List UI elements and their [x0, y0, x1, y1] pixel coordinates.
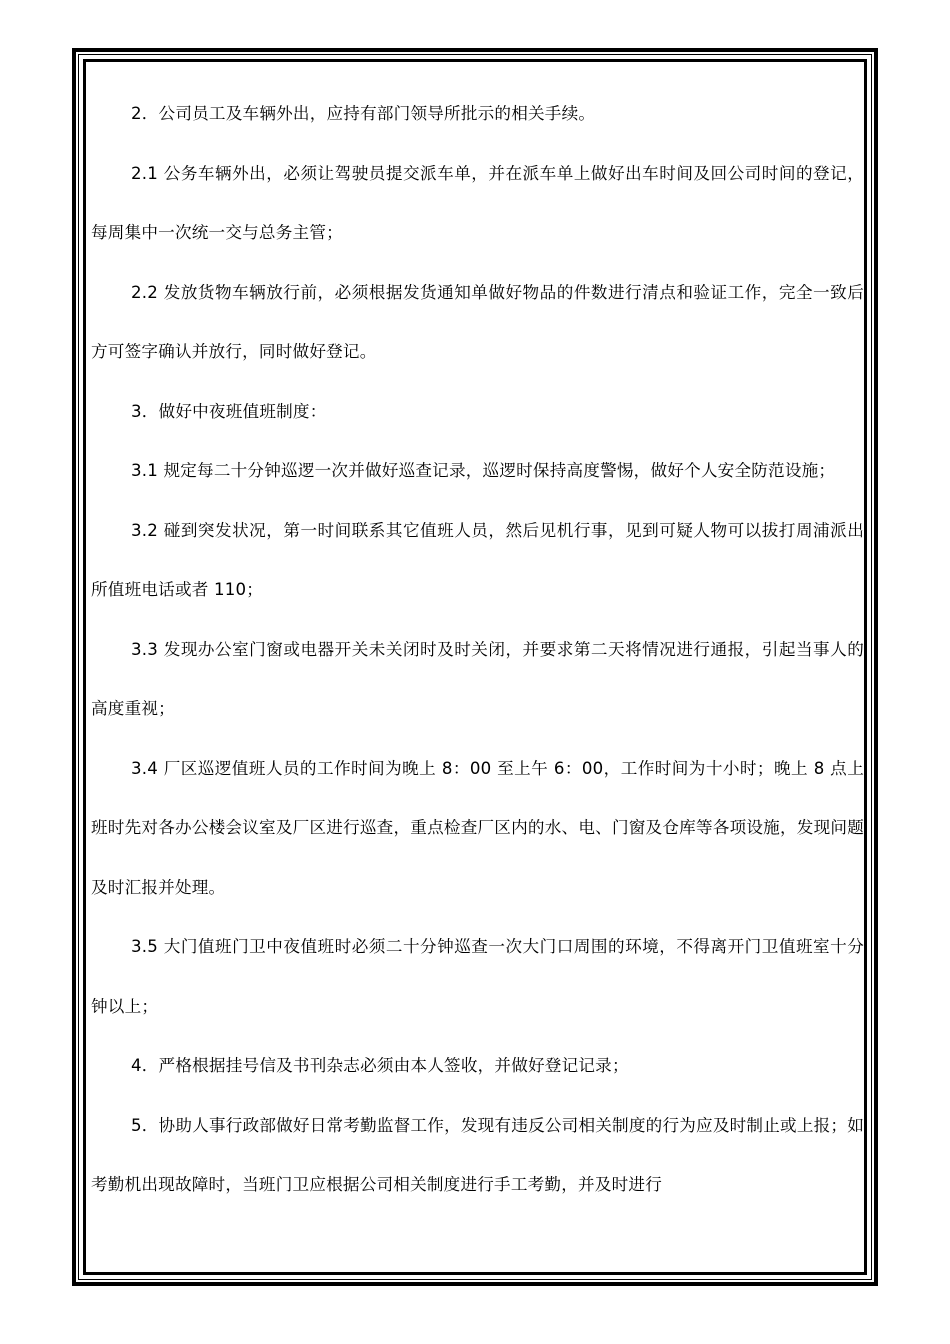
paragraph-3-2: 3.2 碰到突发状况，第一时间联系其它值班人员，然后见机行事，见到可疑人物可以拔打周浦派出所值班电话或者 110； — [91, 520, 864, 599]
paragraph-3-4: 3.4 厂区巡逻值班人员的工作时间为晚上 8：00 至上午 6：00，工作时间为十小时；晚上 8 点上班时先对各办公楼会议室及厂区进行巡查，重点检查厂区内的水、电、门窗及仓库等各项设施，发现问题及时汇报并处理。 — [91, 758, 864, 897]
paragraph-5: 5．协助人事行政部做好日常考勤监督工作，发现有违反公司相关制度的行为应及时制止或上报；如考勤机出现故障时，当班门卫应根据公司相关制度进行手工考勤，并及时进行 — [91, 1115, 864, 1194]
page-border-inner — [83, 59, 867, 1275]
paragraph-3-1: 3.1 规定每二十分钟巡逻一次并做好巡查记录，巡逻时保持高度警惕，做好个人安全防范设施； — [131, 461, 836, 480]
paragraph-2: 2．公司员工及车辆外出，应持有部门领导所批示的相关手续。 — [131, 104, 596, 123]
document-body — [91, 84, 864, 1215]
paragraph-2-2: 2.2 发放货物车辆放行前，必须根据发货通知单做好物品的件数进行清点和验证工作，完全一致后方可签字确认并放行，同时做好登记。 — [91, 282, 864, 361]
paragraph-3-3: 3.3 发现办公室门窗或电器开关未关闭时及时关闭，并要求第二天将情况进行通报，引起当事人的高度重视； — [91, 639, 864, 718]
paragraph-3: 3．做好中夜班值班制度： — [131, 401, 327, 421]
paragraph-4: 4．严格根据挂号信及书刊杂志必须由本人签收，并做好登记记录； — [131, 1056, 629, 1075]
paragraph-2-1: 2.1 公务车辆外出，必须让驾驶员提交派车单，并在派车单上做好出车时间及回公司时间的登记，每周集中一次统一交与总务主管； — [91, 163, 864, 242]
paragraph-3-5: 3.5 大门值班门卫中夜值班时必须二十分钟巡查一次大门口周围的环境，不得离开门卫值班室十分钟以上； — [91, 937, 864, 1016]
